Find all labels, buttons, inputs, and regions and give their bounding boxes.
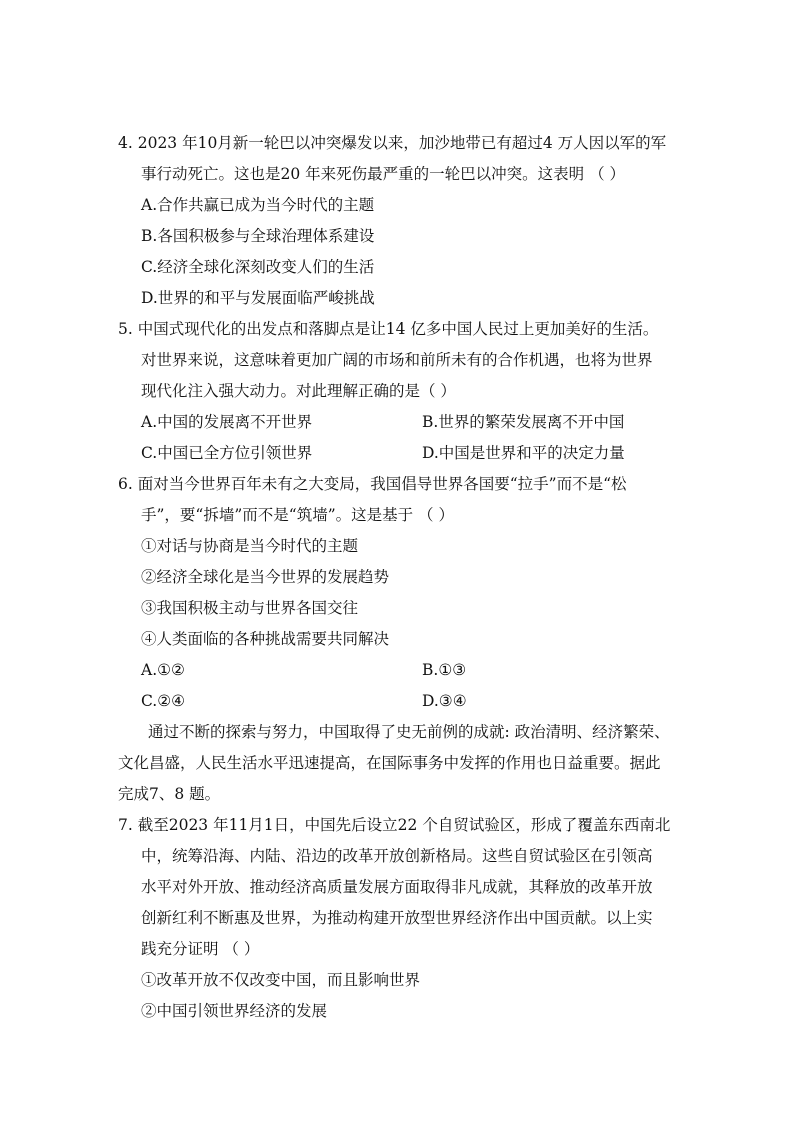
- question-5-option-d: D.中国是世界和平的决定力量: [422, 444, 625, 462]
- passage-line-2: 文化昌盛，人民生活水平迅速提高，在国际事务中发挥的作用也日益重要。据此: [118, 754, 661, 772]
- question-6-item-4: ④人类面临的各种挑战需要共同解决: [141, 630, 390, 648]
- question-6-item-3: ③我国积极主动与世界各国交往: [141, 599, 359, 617]
- question-4-option-b: B.各国积极参与全球治理体系建设: [141, 227, 375, 245]
- question-5-stem-line-3: 现代化注入强大动力。对此理解正确的是（ ）: [141, 382, 456, 400]
- passage-line-3: 完成7、8 题。: [118, 785, 221, 803]
- question-6-item-2: ②经济全球化是当今世界的发展趋势: [141, 568, 390, 586]
- question-7-stem-line-1: 7. 截至2023 年11月1日，中国先后设立22 个自贸试验区，形成了覆盖东西南北: [118, 816, 671, 834]
- question-5-stem-line-1: 5. 中国式现代化的出发点和落脚点是让14 亿多中国人民过上更加美好的生活。: [118, 320, 659, 338]
- question-7-stem-line-5: 践充分证明 （ ）: [141, 940, 260, 958]
- question-6-stem-line-1: 6. 面对当今世界百年未有之大变局，我国倡导世界各国要“拉手”而不是“松: [118, 475, 627, 493]
- passage-line-1: 通过不断的探索与努力，中国取得了史无前例的成就: 政治清明、经济繁荣、: [148, 723, 670, 741]
- question-6-option-c: C.②④: [141, 692, 186, 710]
- question-7-item-1: ①改革开放不仅改变中国，而且影响世界: [141, 971, 421, 989]
- question-5-option-a: A.中国的发展离不开世界: [141, 413, 313, 431]
- question-5-option-b: B.世界的繁荣发展离不开中国: [422, 413, 625, 431]
- question-5-option-c: C.中国已全方位引领世界: [141, 444, 313, 462]
- question-4-option-a: A.合作共赢已成为当今时代的主题: [141, 196, 375, 214]
- question-6-option-d: D.③④: [422, 692, 467, 710]
- question-6-stem-line-2: 手”，要“拆墙”而不是“筑墙”。这是基于 （ ）: [141, 506, 454, 524]
- question-6-item-1: ①对话与协商是当今时代的主题: [141, 537, 359, 555]
- question-7-stem-line-4: 创新红利不断惠及世界，为推动构建开放型世界经济作出中国贡献。以上实: [141, 909, 653, 927]
- question-4-stem-line-1: 4. 2023 年10月新一轮巴以冲突爆发以来，加沙地带已有超过4 万人因以军的军: [118, 134, 667, 152]
- question-4-option-d: D.世界的和平与发展面临严峻挑战: [141, 289, 375, 307]
- question-6-option-b: B.①③: [422, 661, 467, 679]
- question-7-stem-line-2: 中，统筹沿海、内陆、沿边的改革开放创新格局。这些自贸试验区在引领高: [141, 847, 653, 865]
- question-5-stem-line-2: 对世界来说，这意味着更加广阔的市场和前所未有的合作机遇，也将为世界: [141, 351, 653, 369]
- question-7-item-2: ②中国引领世界经济的发展: [141, 1002, 328, 1020]
- question-4-stem-line-2: 事行动死亡。这也是20 年来死伤最严重的一轮巴以冲突。这表明 （ ）: [141, 165, 626, 183]
- question-4-option-c: C.经济全球化深刻改变人们的生活: [141, 258, 375, 276]
- question-6-option-a: A.①②: [141, 661, 185, 679]
- question-7-stem-line-3: 水平对外开放、推动经济高质量发展方面取得非凡成就，其释放的改革开放: [141, 878, 653, 896]
